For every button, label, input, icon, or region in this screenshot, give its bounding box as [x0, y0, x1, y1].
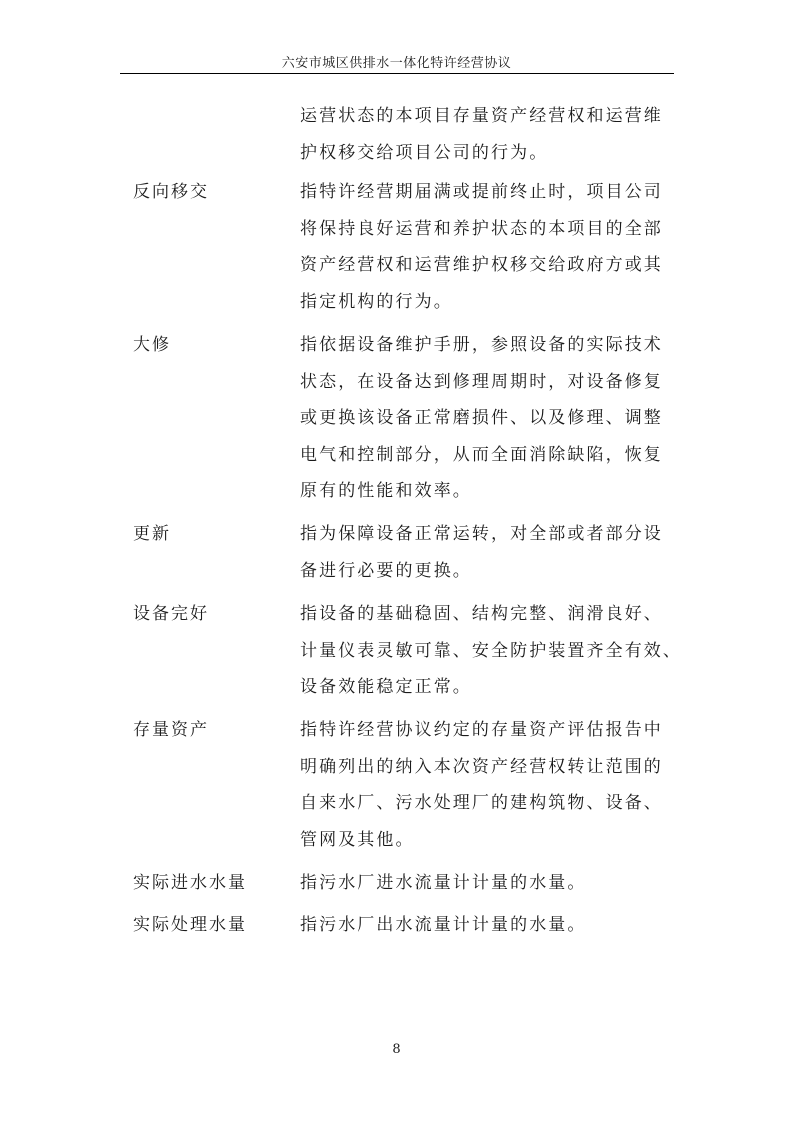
definition-description [300, 865, 672, 902]
definition-term: 反向移交 [133, 182, 209, 202]
description-line: 运营状态的本项目存量资产经营权和运营维 [300, 106, 663, 126]
definition-description [300, 596, 682, 706]
description-line: 设备效能稳定正常。 [300, 677, 472, 697]
definition-description [300, 98, 672, 171]
description-line: 指依据设备维护手册，参照设备的实际技术 [300, 335, 663, 355]
description-line: 将保持良好运营和养护状态的本项目的全部 [300, 218, 663, 239]
description-line: 电气和控制部分，从而全面消除缺陷，恢复 [300, 444, 663, 465]
definition-description [300, 907, 672, 944]
description-line: 指特许经营期届满或提前终止时，项目公司 [300, 182, 663, 202]
definition-description [300, 327, 672, 510]
description-line: 指定机构的行为。 [300, 291, 453, 312]
description-line: 明确列出的纳入本次资产经营权转让范围的 [300, 756, 663, 777]
definition-term: 设备完好 [133, 604, 209, 624]
page-number: 8 [392, 1042, 401, 1057]
description-line: 自来水厂、污水处理厂的建构筑物、设备、 [300, 793, 663, 813]
definition-term: 实际进水水量 [133, 873, 247, 893]
description-line: 指污水厂出水流量计计量的水量。 [300, 915, 587, 935]
description-line: 计量仪表灵敏可靠、安全防护装置齐全有效、 [300, 640, 682, 661]
definition-term: 存量资产 [133, 720, 209, 740]
description-line: 备进行必要的更换。 [300, 560, 472, 581]
description-line: 护权移交给项目公司的行为。 [300, 142, 549, 163]
description-line: 资产经营权和运营维护权移交给政府方或其 [300, 255, 663, 275]
definition-term: 更新 [133, 524, 171, 544]
description-line: 或更换该设备正常磨损件、以及修理、调整 [300, 408, 663, 428]
definition-description [300, 174, 672, 320]
description-line: 管网及其他。 [300, 829, 415, 850]
definition-term: 大修 [133, 335, 171, 355]
description-line: 指为保障设备正常运转，对全部或者部分设 [300, 524, 663, 544]
page-header: 六安市城区供排水一体化特许经营协议 [281, 56, 512, 71]
definition-description [300, 516, 672, 589]
description-line: 指污水厂进水流量计计量的水量。 [300, 873, 587, 893]
definition-description [300, 712, 672, 858]
definition-term: 实际处理水量 [133, 915, 247, 935]
description-line: 状态，在设备达到修理周期时，对设备修复 [300, 371, 663, 392]
description-line: 原有的性能和效率。 [300, 481, 472, 501]
description-line: 指特许经营协议约定的存量资产评估报告中 [300, 720, 663, 740]
description-line: 指设备的基础稳固、结构完整、润滑良好、 [300, 604, 663, 624]
